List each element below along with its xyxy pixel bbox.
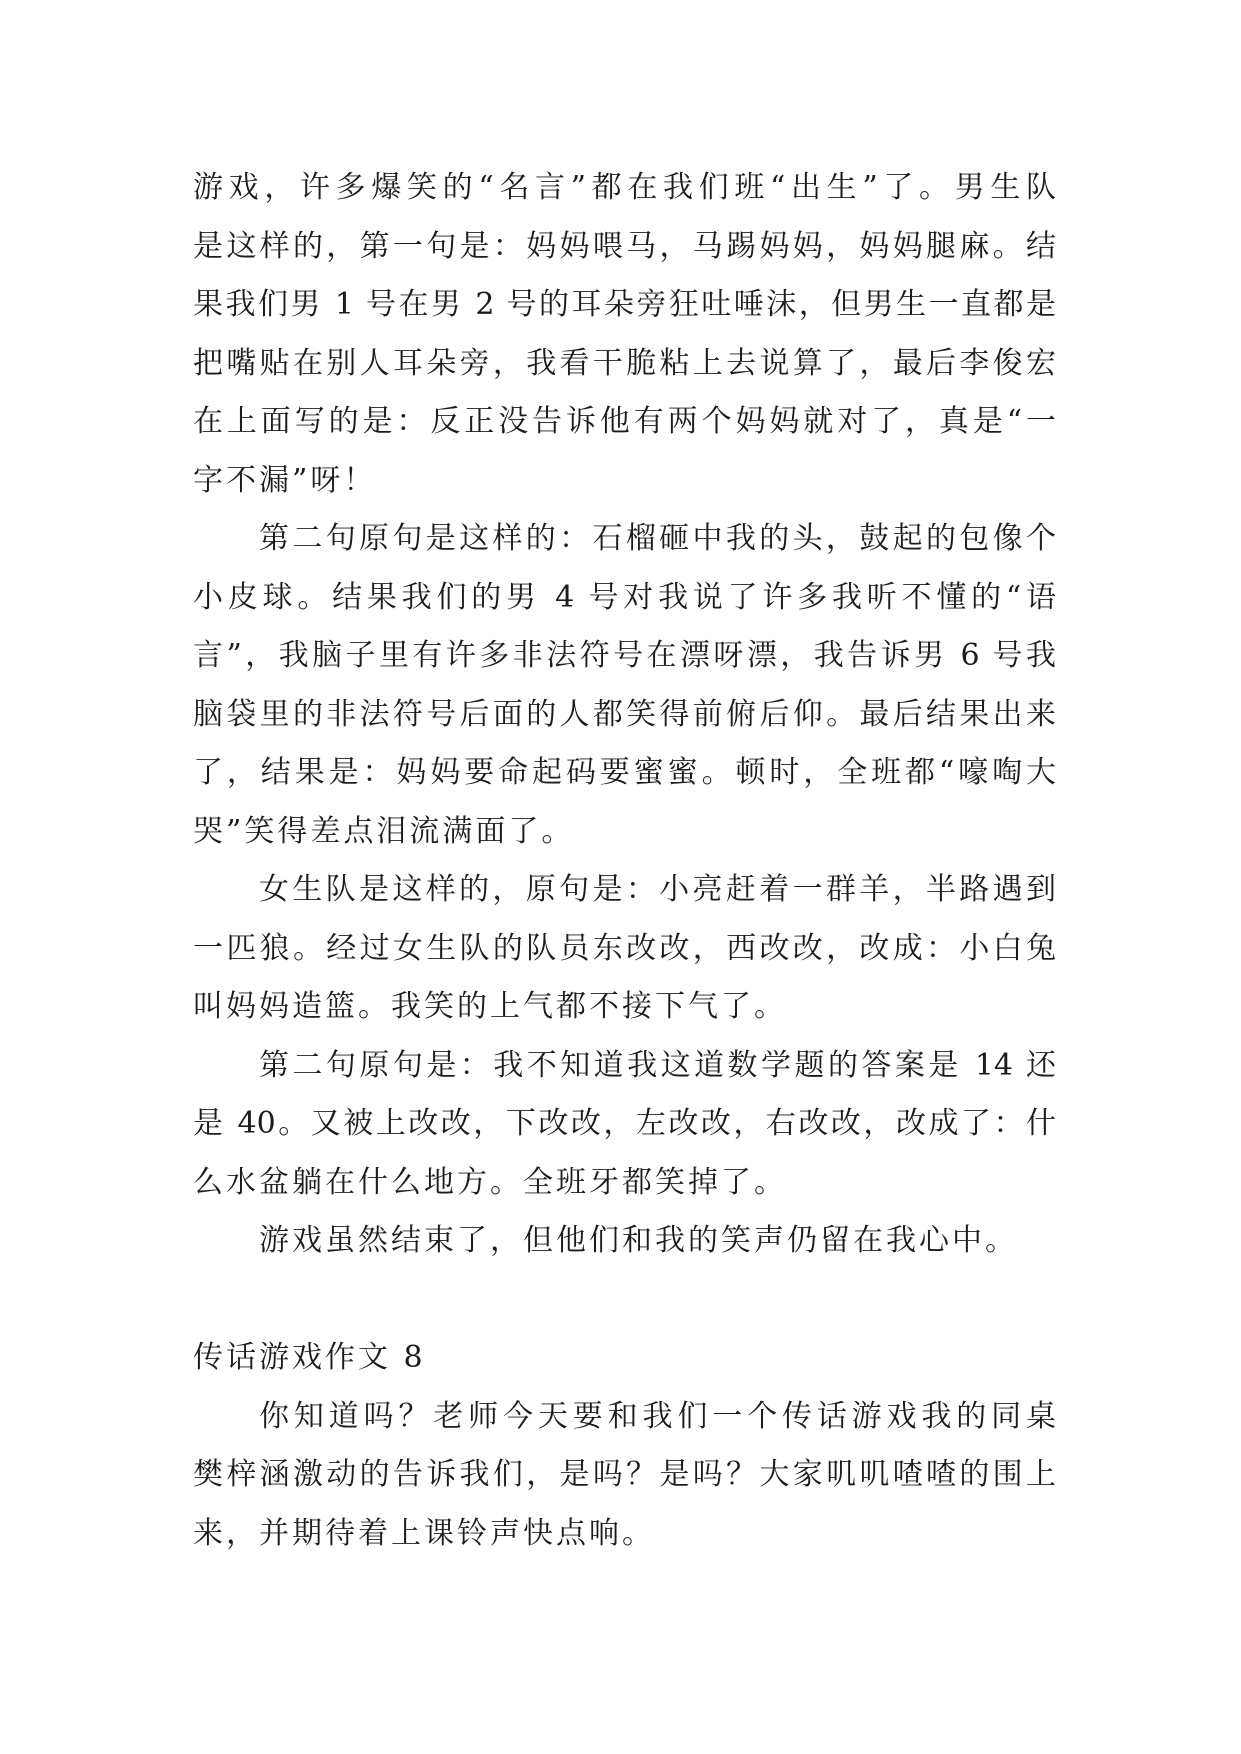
text-line: 把嘴贴在别人耳朵旁，我看干脆粘上去说算了，最后李俊宏 [193, 345, 1056, 381]
text-line: 游戏，许多爆笑的“名言”都在我们班“出生”了。男生队 [193, 170, 1056, 205]
text-line: 脑袋里的非法符号后面的人都笑得前俯后仰。最后结果出来 [193, 696, 1056, 732]
text-line: 字不漏”呀！ [193, 462, 377, 498]
text-line: 樊梓涵激动的告诉我们，是吗？是吗？大家叽叽喳喳的围上 [193, 1457, 1056, 1492]
text-line: 是这样的，第一句是：妈妈喂马，马踢妈妈，妈妈腿麻。结 [193, 228, 1056, 264]
text-line: 言”，我脑子里有许多非法符号在漂呀漂，我告诉男 6 号我 [193, 638, 1056, 673]
text-line: 女生队是这样的，原句是：小亮赶着一群羊，半路遇到 [259, 872, 1056, 907]
paragraph [193, 510, 1056, 861]
document-body [193, 159, 1056, 1563]
text-line: 小皮球。结果我们的男 4 号对我说了许多我听不懂的“语 [193, 579, 1056, 615]
text-line: 你知道吗？老师今天要和我们一个传话游戏我的同桌 [259, 1398, 1056, 1434]
text-line: 游戏虽然结束了，但他们和我的笑声仍留在我心中。 [259, 1223, 1018, 1258]
paragraph [193, 1212, 1056, 1271]
blank-line [193, 1271, 1056, 1330]
paragraph [193, 159, 1056, 510]
text-line: 哭”笑得差点泪流满面了。 [193, 813, 575, 849]
paragraph [193, 1037, 1056, 1213]
text-line: 了，结果是：妈妈要命起码要蜜蜜。顿时，全班都“嚎啕大 [193, 755, 1056, 790]
text-line: 是 40。又被上改改，下改改，左改改，右改改，改成了：什 [193, 1106, 1056, 1141]
text-line: 第二句原句是：我不知道我这道数学题的答案是 14 还 [259, 1047, 1056, 1083]
text-line: 叫妈妈造篮。我笑的上气都不接下气了。 [193, 989, 787, 1024]
section-title: 传话游戏作文 8 [193, 1340, 426, 1375]
paragraph [193, 1388, 1056, 1564]
text-line: 么水盆躺在什么地方。全班牙都笑掉了。 [193, 1164, 787, 1200]
text-line: 一匹狼。经过女生队的队员东改改，西改改，改成：小白兔 [193, 930, 1056, 966]
text-line: 在上面写的是：反正没告诉他有两个妈妈就对了，真是“一 [193, 404, 1056, 439]
text-line: 来，并期待着上课铃声快点响。 [193, 1515, 655, 1551]
text-line: 果我们男 1 号在男 2 号的耳朵旁狂吐唾沫，但男生一直都是 [193, 287, 1056, 322]
text-line: 第二句原句是这样的：石榴砸中我的头，鼓起的包像个 [259, 521, 1056, 556]
paragraph [193, 861, 1056, 1037]
